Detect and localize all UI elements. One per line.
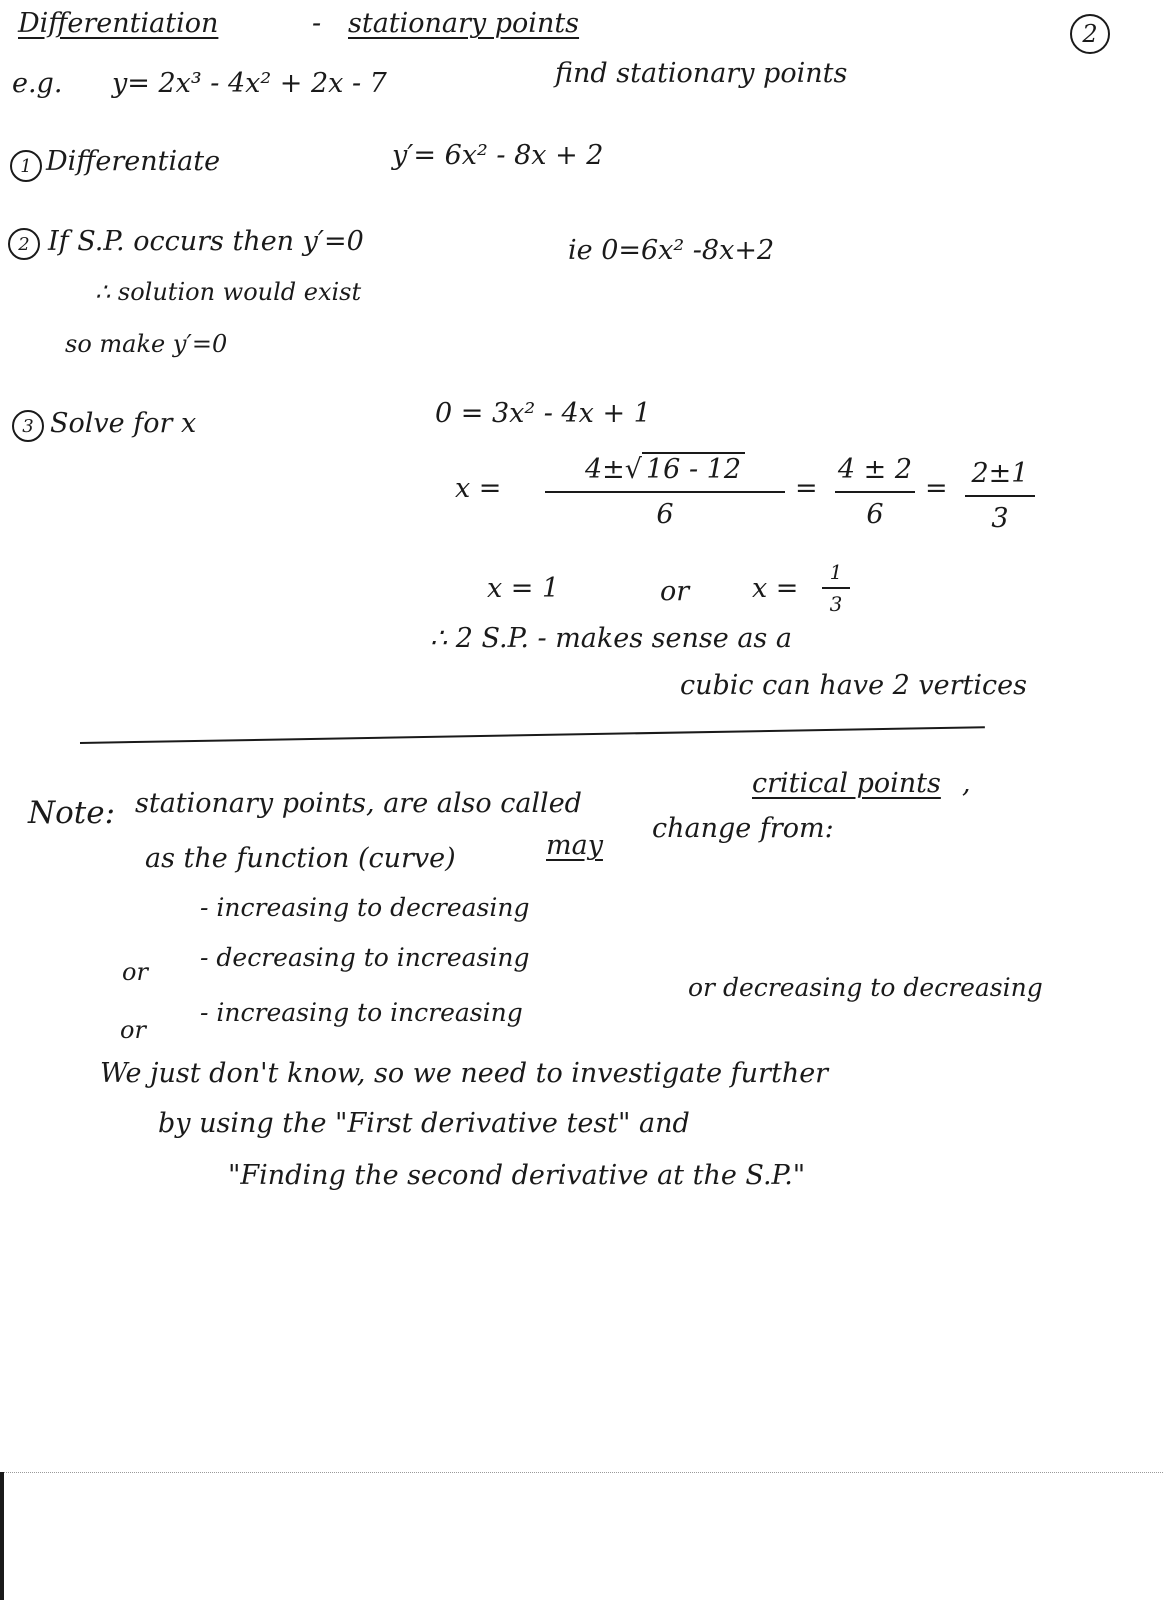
step2-line3: so make y′=0	[65, 330, 228, 358]
fraction-bar	[822, 587, 850, 589]
note-may: may	[546, 830, 603, 861]
example-equation: y= 2x³ - 4x² + 2x - 7	[112, 68, 387, 99]
note-comma: ,	[962, 768, 971, 799]
note-item3-or: or	[120, 1016, 146, 1044]
step2-number: 2	[8, 228, 40, 260]
quadratic-numerator	[545, 454, 785, 485]
simplified-fraction	[835, 454, 915, 530]
note-item3-tail: or decreasing to decreasing	[688, 973, 1043, 1002]
step3-number: 3	[12, 410, 44, 442]
quadratic-denominator: 6	[656, 499, 674, 530]
step1-equation: y′= 6x² - 8x + 2	[392, 140, 604, 171]
fraction-bar	[545, 491, 785, 493]
note-line2: as the function (curve)	[145, 843, 456, 874]
quadratic-x-label: x =	[455, 473, 502, 504]
note-critical-points: critical points	[752, 768, 941, 799]
fraction-bar	[835, 491, 915, 493]
root-2-numerator: 1	[829, 560, 843, 584]
step3-text: Solve for x	[50, 408, 197, 439]
note-line5: "Finding the second derivative at the S.P."	[228, 1160, 806, 1191]
step2-line2: ∴ solution would exist	[95, 278, 362, 306]
step2-line1: If S.P. occurs then y′=0	[48, 226, 364, 257]
sqrt-icon: √	[624, 454, 642, 485]
note-line4: by using the "First derivative test" and	[158, 1108, 690, 1139]
page-subtitle: stationary points	[348, 8, 580, 39]
reduced-numerator: 2±1	[971, 458, 1029, 489]
root-2-label: x =	[752, 573, 799, 604]
quadratic-prefix: 4±	[584, 454, 625, 485]
note-line2-tail: change from:	[652, 813, 834, 844]
quadratic-formula	[545, 454, 785, 530]
scan-edge-bar	[0, 1472, 4, 1600]
section-divider	[80, 726, 985, 744]
simplified-denominator: 6	[866, 499, 884, 530]
root-or: or	[660, 576, 690, 607]
example-label: e.g.	[12, 68, 63, 99]
example-instruction: find stationary points	[555, 58, 848, 89]
note-item1: - increasing to decreasing	[200, 893, 530, 922]
equals-sign-1: =	[795, 473, 818, 504]
step1-number: 1	[10, 150, 42, 182]
page-title: Differentiation	[18, 8, 219, 39]
step3-equation: 0 = 3x² - 4x + 1	[435, 398, 651, 429]
root-1: x = 1	[487, 573, 560, 604]
note-label: Note:	[28, 795, 116, 831]
quadratic-radicand: 16 - 12	[642, 452, 745, 485]
reduced-fraction	[965, 458, 1035, 534]
equals-sign-2: =	[925, 473, 948, 504]
root-2-fraction	[822, 560, 850, 616]
note-line1: stationary points, are also called	[135, 788, 582, 819]
simplified-numerator: 4 ± 2	[837, 454, 913, 485]
note-item2: - decreasing to increasing	[200, 943, 530, 972]
fraction-bar	[965, 495, 1035, 497]
root-2-denominator: 3	[829, 592, 843, 616]
conclusion-line2: cubic can have 2 vertices	[680, 670, 1027, 701]
note-item3: - increasing to increasing	[200, 998, 523, 1027]
step2-side-equation: ie 0=6x² -8x+2	[568, 235, 775, 266]
title-dash: -	[312, 8, 322, 39]
page-number: 2	[1070, 14, 1110, 54]
step1-text: Differentiate	[46, 146, 221, 177]
conclusion-line1: ∴ 2 S.P. - makes sense as a	[430, 623, 792, 654]
reduced-denominator: 3	[991, 503, 1009, 534]
note-item2-or: or	[122, 958, 148, 986]
scan-edge-line	[0, 1472, 1163, 1473]
note-line3: We just don't know, so we need to investigate further	[100, 1058, 829, 1089]
